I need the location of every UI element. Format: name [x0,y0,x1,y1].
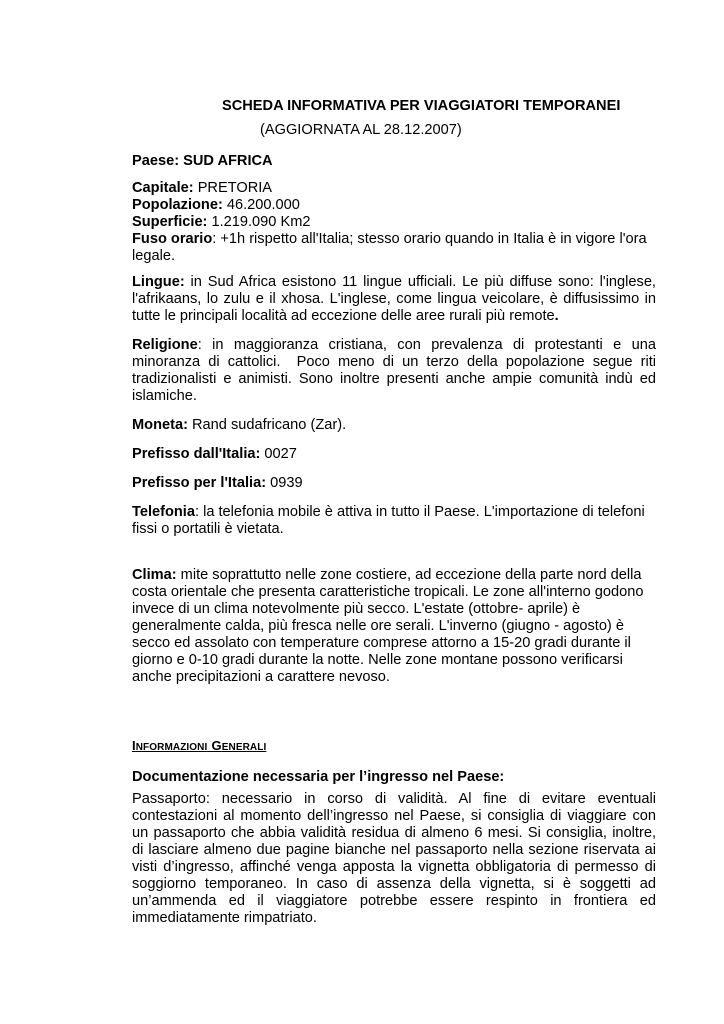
climate-label: Clima: [132,567,177,583]
currency-line: Moneta: Rand sudafricano (Zar). [132,417,347,433]
area-line: Superficie: 1.219.090 Km2 [132,214,311,230]
document-title: SCHEDA INFORMATIVA PER VIAGGIATORI TEMPORANEI [222,98,621,114]
religion-label: Religione [132,337,198,353]
prefix-to-italy-line: Prefisso per l'Italia: 0939 [132,475,303,491]
timezone-line-2: legale. [132,248,176,264]
general-info-heading: INFORMAZIONI GENERALI [132,738,267,753]
capital-line: Capitale: PRETORIA [132,180,273,196]
climate-paragraph: Clima: mite soprattutto nelle zone costiere, ad eccezione della parte nord della costa orientale che presenta caratteristiche tropicali. Le zone all'interno godono invece di un clima notevolmente più secco. L'estate (ottobre- aprile) è generalmente calda, più fresca nelle ore serali. L'inverno (giugno - agosto) è secco ed assolato con temperature comprese attorno a 15-20 gradi durante il giorno e 0-10 gradi durante la notte. Nelle zone montane possono verificarsi anche precipitazioni a carattere nevoso. [132,567,644,685]
telephony-label: Telefonia [132,504,195,520]
population-line: Popolazione: 46.200.000 [132,197,300,213]
country-line [132,153,273,170]
telephony-paragraph: Telefonia: la telefonia mobile è attiva in tutto il Paese. L'importazione di telefoni fissi o portatili è vietata. [132,504,645,537]
facts-block [132,180,656,265]
documentation-heading: Documentazione necessaria per l’ingresso nel Paese: [132,769,505,785]
country-label: Paese: [132,153,180,169]
languages-paragraph: Lingue: in Sud Africa esistono 11 lingue ufficiali. Le più diffuse sono: l'inglese, l'afrikaans, lo zulu e il xhosa. L'inglese, come lingua veicolare, è diffusissimo in tutte le principali località ad eccezione delle aree rurali più remote. [132,274,656,324]
timezone-line: Fuso orario: +1h rispetto all'Italia; stesso orario quando in Italia è in vigore l'ora [132,231,647,247]
prefix-from-italy-line: Prefisso dall'Italia: 0027 [132,446,297,462]
documentation-paragraph: Passaporto: necessario in corso di validità. Al fine di evitare eventuali contestazioni al momento dell’ingresso nel Paese, si consiglia di viaggiare con un passaporto che abbia validità residua di almeno 6 mesi. Si consiglia, inoltre, di lasciare almeno due pagine bianche nel passaporto nella sezione riservata ai visti d’ingresso, affinché venga apposta la vignetta obbligatoria di permesso di soggiorno temporaneo. In caso di assenza della vignetta, si è soggetti ad un’ammenda ed il viaggiatore potrebbe essere respinto in frontiera ed immediatamente rimpatriato. [132,791,656,926]
religion-paragraph: Religione: in maggioranza cristiana, con prevalenza di protestanti e una minoranza di cattolici. Poco meno di un terzo della popolazione segue riti tradizionalisti e animisti. Sono inoltre presenti anche ampie comunità indù ed islamiche. [132,337,656,404]
languages-label: Lingue: [132,274,185,290]
country-value: SUD AFRICA [183,153,273,169]
document-update-date: (AGGIORNATA AL 28.12.2007) [260,122,462,138]
